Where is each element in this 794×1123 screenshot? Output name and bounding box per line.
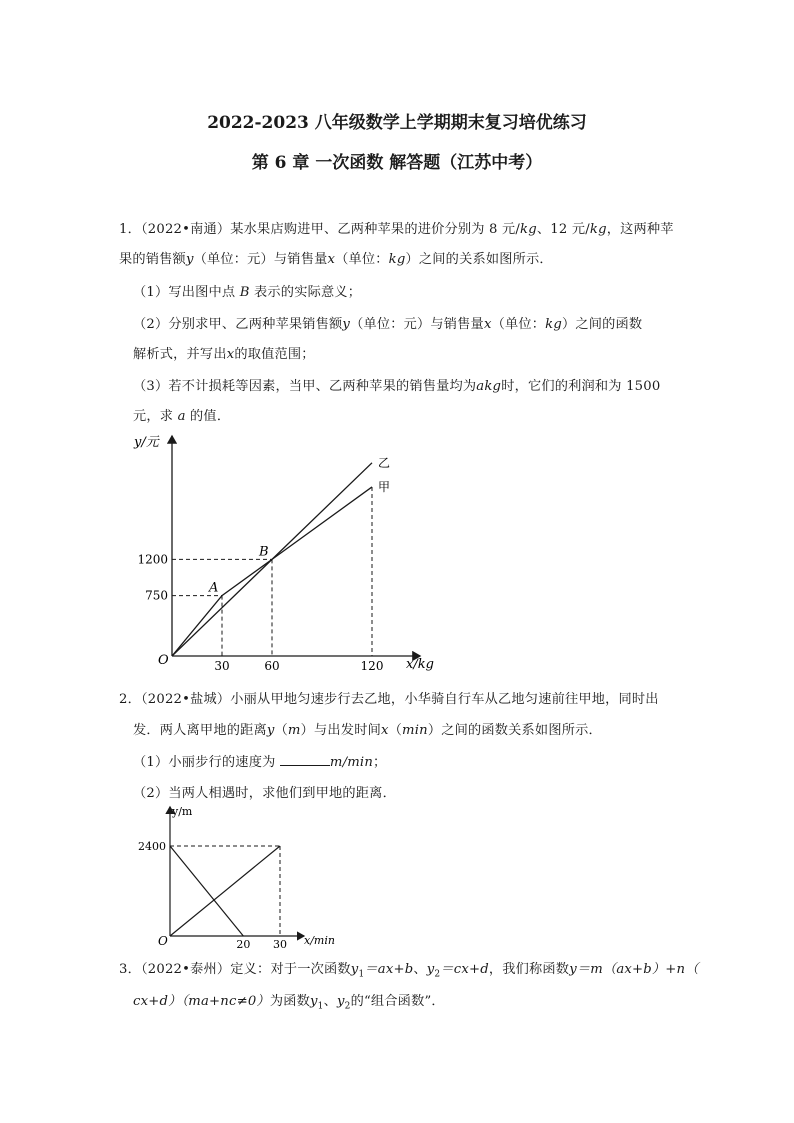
y-tick-label: 1200	[137, 552, 168, 567]
problem-1-question-2	[133, 313, 642, 332]
text: 为函数	[269, 994, 310, 1009]
x-tick-label: 20	[236, 938, 251, 951]
text: 表示的实际意义；	[254, 285, 362, 300]
text: （单位：	[335, 252, 389, 267]
x-tick-label: 30	[273, 938, 287, 951]
unit: m	[287, 723, 301, 738]
sales-chart	[130, 432, 434, 673]
formula: ＝cx+d	[440, 962, 489, 977]
text: 某水果店购进甲、乙两种苹果的进价分别为 8 元/	[230, 222, 521, 237]
text: （单位：	[491, 317, 546, 332]
unit: kg	[520, 222, 537, 237]
problem-3-line-1	[119, 958, 699, 980]
variable: x	[483, 317, 492, 332]
subscript: 1	[358, 969, 365, 980]
variable: y	[336, 994, 345, 1009]
text: 、12 元/	[536, 222, 590, 237]
y-axis-label: y/m	[172, 805, 193, 818]
problem-number: 2．	[119, 692, 141, 707]
problem-1-question-1	[133, 281, 361, 300]
document-subtitle: 第 6 章 一次函数 解答题（江苏中考）	[251, 153, 543, 173]
unit: kg	[589, 222, 607, 237]
point-label-A: A	[209, 580, 219, 596]
text: ）之间的函数	[561, 317, 643, 332]
formula: y＝m（ax+b）+n（	[569, 962, 699, 977]
y-tick-label: 750	[145, 588, 168, 603]
variable: y	[342, 317, 351, 332]
variable: y	[350, 962, 359, 977]
problem-1-question-3-line-2	[133, 405, 230, 424]
text: 、	[413, 962, 427, 977]
text: （	[388, 723, 402, 738]
problem-2-line-1	[119, 688, 659, 707]
text: （2）分别求甲、乙两种苹果销售额	[133, 317, 343, 332]
unit: m/min	[329, 755, 374, 770]
text: ）与出发时间	[300, 723, 381, 738]
subscript: 1	[317, 1001, 324, 1012]
text: ，我们称函数	[488, 962, 570, 977]
text: 的“组合函数”．	[350, 994, 445, 1009]
unit: kg	[545, 317, 562, 332]
series-line-1	[170, 846, 280, 936]
labels	[138, 805, 335, 951]
series-label-yi: 乙	[378, 455, 391, 470]
problem-number: 3．	[119, 962, 141, 977]
text: 、	[323, 994, 337, 1009]
problem-2-question-2	[133, 782, 396, 801]
text: （2）当两人相遇时，求他们到甲地的距离．	[133, 786, 396, 801]
point-label-B: B	[259, 544, 269, 560]
problem-1-question-3	[133, 375, 660, 394]
variable: akg	[476, 379, 502, 394]
text: ）之间的函数关系如图所示．	[427, 723, 602, 738]
variable: y	[185, 252, 194, 267]
problem-source: （2022•南通）	[140, 222, 231, 237]
text: （3）若不计损耗等因素，当甲、乙两种苹果的销售量均为	[133, 379, 477, 394]
formula: cx+d）（ma+nc≠0）	[133, 994, 270, 1009]
text: 定义：对于一次函数	[230, 962, 351, 977]
text: ；	[373, 755, 387, 770]
problem-1-line-1	[119, 218, 674, 237]
text: 解析式，并写出	[133, 347, 227, 362]
guide-lines	[172, 487, 372, 656]
problem-source: （2022•盐城）	[140, 692, 231, 707]
subscript: 2	[344, 1001, 351, 1012]
text: （	[274, 723, 288, 738]
distance-chart	[134, 803, 354, 951]
formula: ＝ax+b	[364, 962, 414, 977]
subscript: 2	[434, 969, 441, 980]
problem-source: （2022•泰州）	[140, 962, 231, 977]
origin-label: O	[158, 653, 169, 668]
problem-1-line-2	[119, 248, 553, 267]
text: （单位：元）与销售量	[193, 252, 328, 267]
text: 时，它们的利润和为 1500	[501, 379, 661, 394]
variable: y	[266, 723, 275, 738]
series-line-2	[170, 846, 243, 936]
variable: x	[226, 347, 235, 362]
text: ，这两种苹	[606, 222, 674, 237]
problem-2-question-1	[133, 751, 386, 770]
variable: x	[327, 252, 336, 267]
unit: min	[402, 723, 428, 738]
problem-3-line-2	[133, 990, 445, 1012]
x-tick-label: 120	[360, 659, 384, 673]
origin-label: O	[158, 934, 168, 948]
labels	[133, 435, 434, 673]
variable: y	[310, 994, 318, 1009]
text: ）之间的关系如图所示．	[405, 252, 553, 267]
y-tick-label: 2400	[138, 840, 166, 853]
text: （单位：元）与销售量	[350, 317, 484, 332]
variable: x	[380, 723, 389, 738]
y-axis-label: y/元	[134, 435, 159, 450]
document-title: 2022-2023 八年级数学上学期期末复习培优练习	[207, 113, 587, 133]
problem-1-question-2-line-2	[133, 343, 315, 362]
x-tick-label: 60	[264, 659, 280, 673]
variable: B	[239, 285, 250, 300]
x-tick-label: 30	[214, 659, 230, 673]
series-label-jia: 甲	[378, 479, 391, 494]
variable: y	[426, 962, 435, 977]
text: 发．两人离甲地的距离	[133, 723, 267, 738]
text: 的取值范围；	[234, 347, 315, 362]
answer-blank[interactable]	[280, 753, 330, 766]
x-axis-label: x/min	[304, 934, 335, 947]
text: 的值．	[190, 409, 231, 424]
text: 小丽从甲地匀速步行去乙地，小华骑自行车从乙地匀速前往甲地，同时出	[230, 692, 659, 707]
text: （1）写出图中点	[133, 285, 236, 300]
data-lines	[170, 846, 280, 936]
text: 元，求	[133, 409, 174, 424]
problem-2-line-2	[133, 719, 602, 738]
x-axis-label: x/kg	[406, 657, 434, 672]
text: （1）小丽步行的速度为	[133, 755, 276, 770]
unit: kg	[388, 252, 406, 267]
text: 果的销售额	[119, 252, 186, 267]
problem-number: 1．	[119, 222, 141, 237]
variable: a	[177, 409, 186, 424]
